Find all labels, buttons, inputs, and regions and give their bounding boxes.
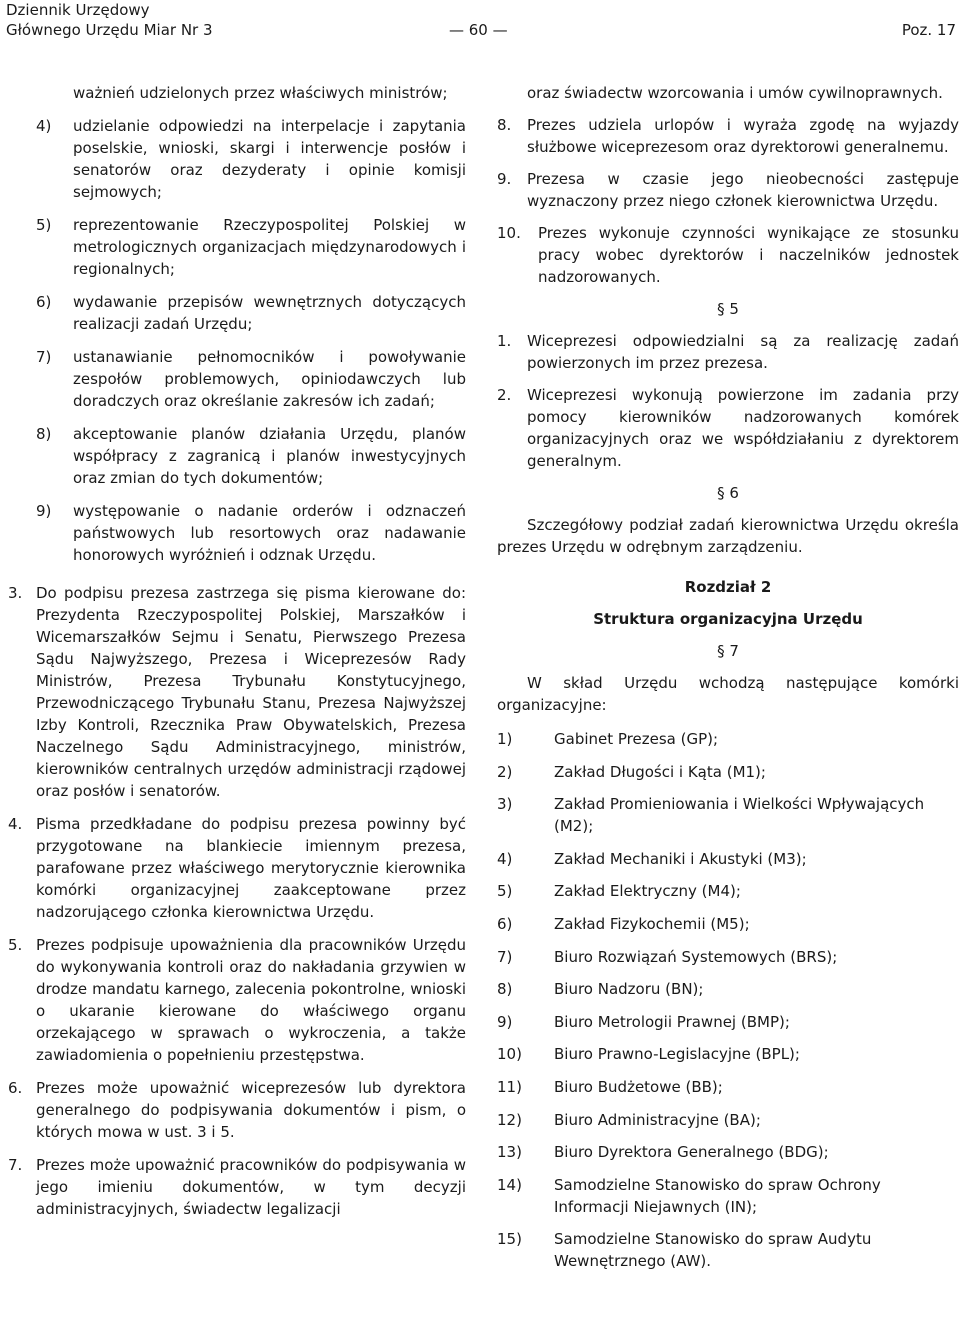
paragraph <box>497 114 959 158</box>
item-text: udzielanie odpowiedzi na interpelacje i zapytania poselskie, wnioski, skargi i interwencje posłów i senatorów oraz dezyderaty i opinie komisji sejmowych; <box>73 117 466 201</box>
paragraph-number: 4. <box>8 815 23 833</box>
page-header <box>6 0 956 42</box>
paragraph <box>497 168 959 212</box>
paragraph-text: Prezes udziela urlopów i wyraża zgodę na wyjazdy służbowe wiceprezesom oraz dyrektorowi generalnemu. <box>527 116 959 156</box>
paragraph-number: 6. <box>8 1079 23 1097</box>
paragraph-number: 8. <box>497 116 512 134</box>
item-number: 9) <box>497 1012 513 1031</box>
item-number: 4) <box>36 117 52 135</box>
item-text: Zakład Długości i Kąta (M1); <box>554 762 766 781</box>
section-6-text: Szczegółowy podział zadań kierownictwa Urzędu określa prezes Urzędu w odrębnym zarządzeniu. <box>497 516 959 556</box>
paragraph <box>497 330 959 374</box>
paragraph <box>8 813 466 923</box>
list-item <box>497 1174 959 1218</box>
item-text: Biuro Metrologii Prawnej (BMP); <box>554 1012 790 1031</box>
paragraph-number: 10. <box>497 224 521 242</box>
list-item <box>497 1043 959 1065</box>
item-text: występowanie o nadanie orderów i odznaczeń państwowych lub resortowych oraz nadawanie honorowych wyróżnień i odznak Urzędu. <box>73 502 466 564</box>
list-item <box>497 1076 959 1098</box>
item-text: reprezentowanie Rzeczypospolitej Polskiej w metrologicznych organizacjach międzynarodowych i regionalnych; <box>73 216 466 278</box>
list-item <box>36 423 466 489</box>
item-text: Zakład Elektryczny (M4); <box>554 882 741 901</box>
list-item <box>497 793 959 837</box>
journal-title <box>6 0 213 40</box>
item-number: 6) <box>497 914 513 933</box>
paragraph <box>497 222 959 288</box>
section-5-heading: § 5 <box>717 300 739 318</box>
section-6-heading: § 6 <box>717 484 739 502</box>
item-text: Gabinet Prezesa (GP); <box>554 730 719 748</box>
item-number: 8) <box>497 980 513 999</box>
item-text: Samodzielne Stanowisko do spraw Ochrony Informacji Niejawnych (IN); <box>554 1175 881 1216</box>
item-text: Zakład Promieniowania i Wielkości Wpływających (M2); <box>554 795 925 836</box>
item-number: 12) <box>497 1110 522 1129</box>
item-number: 10) <box>497 1045 522 1064</box>
list-item <box>497 946 959 968</box>
item-text: Biuro Nadzoru (BN); <box>554 980 704 999</box>
item-number: 5) <box>497 882 513 901</box>
item-text: Zakład Fizykochemii (M5); <box>554 914 750 933</box>
list-item <box>497 1109 959 1131</box>
paragraph-number: 1. <box>497 332 512 350</box>
list-item <box>497 880 959 902</box>
chapter-heading: Rozdział 2 <box>684 578 772 596</box>
item-text: Zakład Mechaniki i Akustyki (M3); <box>554 849 807 868</box>
paragraph-number: 7. <box>8 1156 23 1174</box>
item-number: 8) <box>36 425 52 443</box>
paragraph-text: Do podpisu prezesa zastrzega się pisma kierowane do: Prezydenta Rzeczypospolitej Polskiej, Marszałków i Wicemarszałków Sejmu i Senatu, Pierwszego Prezesa Sądu Najwyższego, Prezesa i Wiceprezesów Rady Ministrów, Prezesa Trybunału Konstytucyjnego, Przewodniczącego Trybunału Stanu, Prezesa Najwyższej Izby Kontroli, Rzecznika Praw Obywatelskich, Prezesa Naczelnego Sądu Administracyjnego, ministrów, kierowników centralnych urzędów administracji rządowej oraz posłów i senatorów. <box>36 584 466 800</box>
item-text: ustanawianie pełnomocników i powoływanie zespołów problemowych, opiniodawczych lub doradczych oraz określanie zakresów ich zadań; <box>73 348 466 410</box>
item-number: 4) <box>497 849 513 868</box>
item-text: Biuro Budżetowe (BB); <box>554 1077 723 1096</box>
paragraph-text: Prezesa w czasie jego nieobecności zastępuje wyznaczony przez niego członek kierownictwa Urzędu. <box>527 170 959 210</box>
right-column <box>497 82 959 1283</box>
paragraph-text: Prezes może upoważnić pracowników do podpisywania w jego imieniu dokumentów, w tym decyzji administracyjnych, świadectw legalizacji <box>36 1156 466 1218</box>
list-item <box>36 291 466 335</box>
paragraph <box>8 582 466 802</box>
paragraph-text: Wiceprezesi wykonują powierzone im zadania przy pomocy kierowników nadzorowanych komórek organizacyjnych oraz we współdziałaniu z dyrektorem generalnym. <box>527 386 959 470</box>
item-text: wydawanie przepisów wewnętrznych dotyczących realizacji zadań Urzędu; <box>73 293 466 333</box>
section-7-text: W skład Urzędu wchodzą następujące komórki organizacyjne: <box>497 674 959 714</box>
list-item <box>497 1141 959 1163</box>
list-item <box>497 728 959 750</box>
paragraph-number: 2. <box>497 386 512 404</box>
item-text: Samodzielne Stanowisko do spraw Audytu Wewnętrznego (AW). <box>554 1230 872 1271</box>
list-item <box>497 761 959 783</box>
item-number: 9) <box>36 502 52 520</box>
paragraph-text: Prezes podpisuje upoważnienia dla pracowników Urzędu do wykonywania kontroli oraz do nakładania grzywien w drodze mandatu karnego, zalecenia pokontrolne, wnioski o ukaranie kierowane do właściwego organu orzekającego w sprawach o wykroczenia, a także zawiadomienia o popełnieniu przestępstwa. <box>36 936 466 1064</box>
paragraph-number: 3. <box>8 584 23 602</box>
item-text: Biuro Rozwiązań Systemowych (BRS); <box>554 947 838 966</box>
journal-title-line2: Głównego Urzędu Miar Nr 3 <box>6 21 213 39</box>
item-number: 5) <box>36 216 52 234</box>
item-text: Biuro Dyrektora Generalnego (BDG); <box>554 1143 829 1162</box>
left-column <box>8 82 466 1231</box>
list-item <box>36 115 466 203</box>
journal-title-line1: Dziennik Urzędowy <box>6 1 150 19</box>
paragraph-number: 9. <box>497 170 512 188</box>
list-item <box>497 1228 959 1272</box>
item-text: Biuro Prawno-Legislacyjne (BPL); <box>554 1045 800 1064</box>
chapter-title: Struktura organizacyjna Urzędu <box>593 610 863 628</box>
page-number: — 60 — <box>449 21 508 39</box>
paragraph <box>8 934 466 1066</box>
paragraph <box>497 384 959 472</box>
continuation-text: oraz świadectw wzorcowania i umów cywilnoprawnych. <box>527 84 943 102</box>
paragraph <box>8 1077 466 1143</box>
paragraph <box>8 1154 466 1220</box>
item-text: akceptowanie planów działania Urzędu, planów współpracy z zagranicą i planów inwestycyjnych oraz zmian do tych dokumentów; <box>73 425 466 487</box>
item-number: 1) <box>497 730 513 748</box>
paragraph-text: Pisma przedkładane do podpisu prezesa powinny być przygotowane na blankiecie imiennym prezesa, parafowane przez właściwego merytorycznie kierownika komórki organizacyjnej zaakceptowane przez nadzorującego członka kierownictwa Urzędu. <box>36 815 466 921</box>
list-item <box>497 978 959 1000</box>
section-7-heading: § 7 <box>717 642 739 660</box>
item-text: Biuro Administracyjne (BA); <box>554 1110 761 1129</box>
item-number: 15) <box>497 1230 522 1249</box>
list-item <box>36 346 466 412</box>
item-number: 14) <box>497 1175 522 1194</box>
paragraph-text: Wiceprezesi odpowiedzialni są za realizację zadań powierzonych im przez prezesa. <box>527 332 959 372</box>
item-number: 2) <box>497 762 513 781</box>
paragraph-text: Prezes może upoważnić wiceprezesów lub dyrektora generalnego do podpisywania dokumentów i pism, o których mowa w ust. 3 i 5. <box>36 1079 466 1141</box>
list-item <box>497 848 959 870</box>
paragraph-text: Prezes wykonuje czynności wynikające ze stosunku pracy wobec dyrektorów i naczelników jednostek nadzorowanych. <box>538 224 959 286</box>
list-item <box>497 913 959 935</box>
position-number: Poz. 17 <box>901 21 956 39</box>
paragraph-number: 5. <box>8 936 23 954</box>
item-number: 6) <box>36 293 52 311</box>
item-number: 13) <box>497 1143 522 1162</box>
item-number: 11) <box>497 1077 522 1096</box>
item-number: 7) <box>497 947 513 966</box>
list-item <box>497 1011 959 1033</box>
item-number: 3) <box>497 795 513 814</box>
item-number: 7) <box>36 348 52 366</box>
list-item <box>36 500 466 566</box>
continuation-text: ważnień udzielonych przez właściwych ministrów; <box>73 84 448 102</box>
list-item <box>36 214 466 280</box>
